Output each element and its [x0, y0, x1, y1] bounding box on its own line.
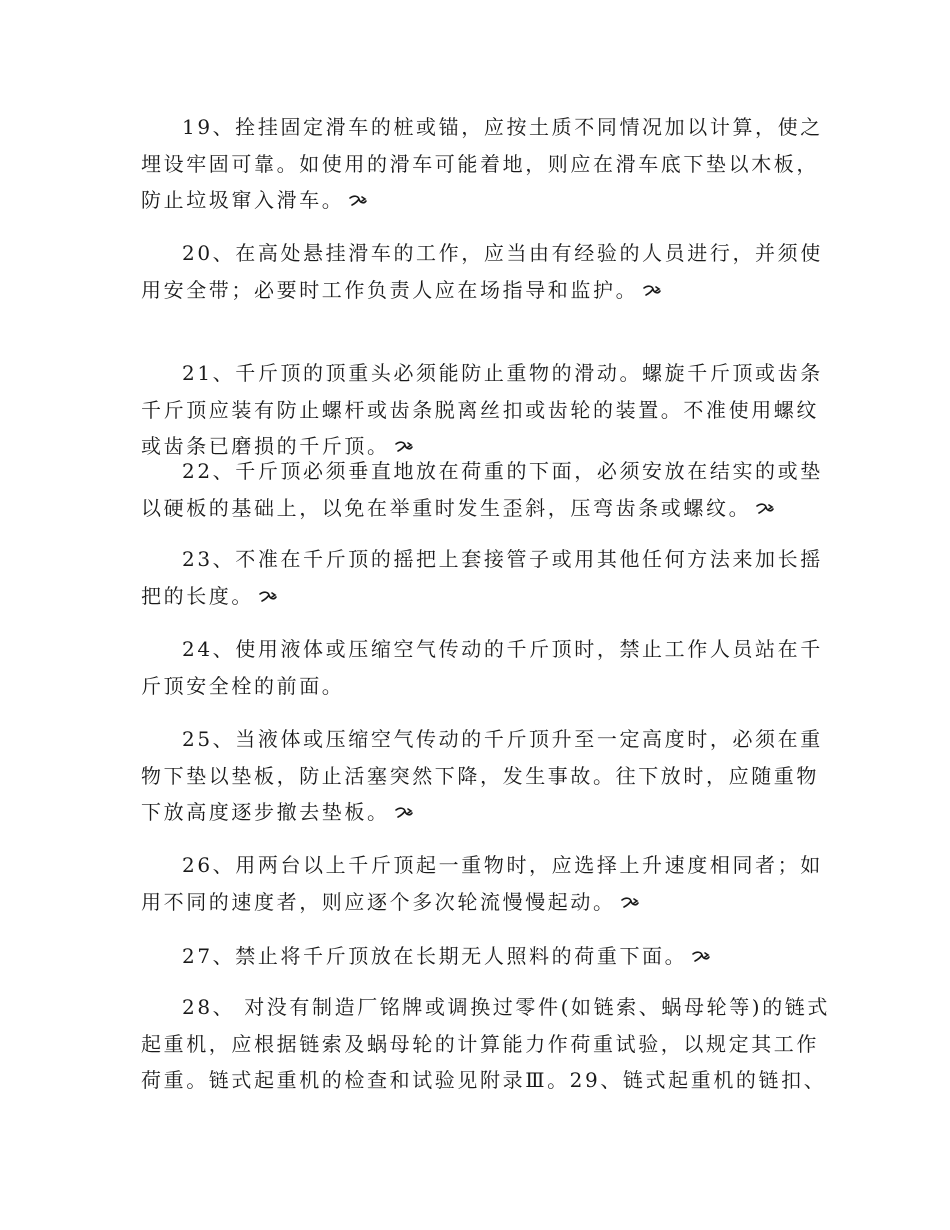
text-line: 斤顶安全栓的前面。 — [141, 673, 345, 698]
paragraph-mark-icon — [755, 502, 775, 516]
clause-22-paragraph — [141, 453, 823, 526]
text-line: 22、千斤顶必须垂直地放在荷重的下面，必须安放在结实的或垫 — [182, 459, 823, 483]
text-line: 23、不准在千斤顶的摇把上套接管子或用其他任何方法来加长摇 — [182, 547, 823, 571]
text-line: 26、用两台以上千斤顶起一重物时，应选择上升速度相同者；如 — [182, 853, 823, 877]
text-line-content: 或齿条已磨损的千斤顶。 — [141, 434, 390, 458]
clause-27-paragraph — [141, 938, 811, 975]
paragraph-mark-icon — [258, 590, 278, 604]
text-line: 物下垫以垫板，防止活塞突然下降，发生事故。往下放时，应随重物 — [141, 763, 819, 788]
text-line: 20、在高处悬挂滑车的工作，应当由有经验的人员进行，并须使 — [182, 241, 823, 265]
text-line: 28、 对没有制造厂铭牌或调换过零件(如链索、蜗母轮等)的链式 — [182, 995, 831, 1019]
text-line-content: 用安全带；必要时工作负责人应在场指导和监护。 — [141, 277, 639, 302]
text-line: 25、当液体或压缩空气传动的千斤顶升至一定高度时，必须在重 — [182, 727, 823, 751]
paragraph-mark-icon — [348, 194, 368, 208]
text-line-content: 27、禁止将千斤顶放在长期无人照料的荷重下面。 — [182, 944, 688, 968]
clause-19-paragraph — [141, 109, 823, 219]
text-line-content: 以硬板的基础上，以免在举重时发生歪斜，压弯齿条或螺纹。 — [141, 495, 752, 520]
text-line — [141, 884, 811, 921]
paragraph-mark-icon — [394, 806, 414, 820]
paragraph-mark-icon — [620, 896, 640, 910]
text-line: 埋设牢固可靠。如使用的滑车可能着地，则应在滑车底下垫以木板， — [141, 151, 819, 176]
text-line-content: 防止垃圾窜入滑车。 — [141, 188, 345, 212]
text-line: 荷重。链式起重机的检查和试验见附录Ⅲ。29、链式起重机的链扣、 — [141, 1068, 827, 1092]
paragraph-mark-icon — [691, 950, 711, 964]
text-line: 19、拴挂固定滑车的桩或锚，应按土质不同情况加以计算，使之 — [182, 115, 823, 139]
paragraph-mark-icon — [394, 440, 414, 454]
text-line — [141, 578, 811, 615]
text-line-content: 用不同的速度者，则应逐个多次轮流慢慢起动。 — [141, 889, 616, 914]
clause-20-paragraph — [141, 235, 823, 308]
text-line — [141, 182, 811, 219]
text-line — [141, 938, 811, 975]
text-line — [141, 272, 811, 309]
clause-28-paragraph — [141, 989, 831, 1099]
clause-24-paragraph — [141, 631, 823, 704]
text-line: 21、千斤顶的顶重头必须能防止重物的滑动。螺旋千斤顶或齿条 — [182, 361, 823, 385]
text-line-content: 把的长度。 — [141, 583, 254, 608]
clause-26-paragraph — [141, 847, 823, 920]
text-line: 千斤顶应装有防止螺杆或齿条脱离丝扣或齿轮的装置。不准使用螺纹 — [141, 397, 819, 422]
text-line — [141, 794, 811, 831]
clause-25-paragraph — [141, 721, 823, 831]
paragraph-mark-icon — [642, 284, 662, 298]
text-line-content: 下放高度逐步撤去垫板。 — [141, 800, 390, 824]
text-line: 起重机，应根据链索及蜗母轮的计算能力作荷重试验，以规定其工作 — [141, 1031, 819, 1056]
text-line — [141, 490, 811, 527]
clause-21-paragraph — [141, 355, 823, 465]
text-line: 24、使用液体或压缩空气传动的千斤顶时，禁止工作人员站在千 — [182, 637, 823, 661]
clause-23-paragraph — [141, 541, 823, 614]
